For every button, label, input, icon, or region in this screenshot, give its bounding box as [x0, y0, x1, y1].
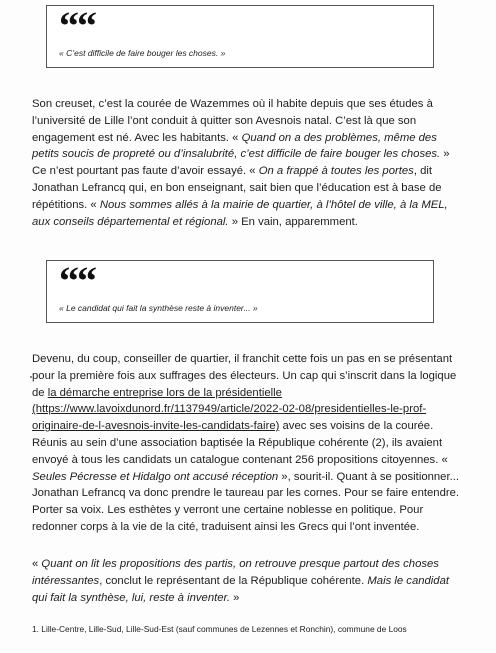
body-text: «	[32, 558, 42, 570]
body-text: », sourit-il. Quant à se positionner... Jonathan Lefrancq va donc prendre le taureau par les cornes. Pour se faire entendre. Porter sa voix. Les esthètes y verront une certaine noblesse en politique. Pour redonner corps à la vie de la cité, traduisent ainsi les Grecs qui l’ont inventée.	[32, 470, 460, 533]
body-text: Son creuset, c’est la courée de Wazemmes où il habite depuis que ses études à l’université de Lille l’ont conduit à quitter son Avesnois natal. C’est là que son engagement est né. Avec les habitants. «	[32, 98, 433, 144]
quote-text: Mais le candidat qui fait la synthèse, lui, reste à inventer.	[32, 574, 450, 604]
quote-text: Quant on lit les propositions des partis, on retrouve presque partout des choses intéressantes	[32, 558, 439, 587]
quote-text: On a frappé à toutes les portes	[258, 165, 414, 178]
footnote: 1. Lille-Centre, Lille-Sud, Lille-Sud-Est (sauf communes de Lezennes et Ronchin), commune de Loos	[32, 624, 407, 634]
body-paragraph	[32, 96, 464, 230]
body-text: » Ce n’est pourtant pas faute d’avoir essayé. «	[32, 148, 450, 178]
pull-quote-box	[46, 260, 434, 323]
pull-quote-text: « C’est difficile de faire bouger les choses. »	[59, 48, 226, 58]
quote-mark-icon: ““	[59, 3, 95, 48]
pull-quote-text: « Le candidat qui fait la synthèse reste à inventer... »	[59, 303, 258, 313]
quote-text: Nous sommes allés à la mairie de quartier, à l’hôtel de ville, à la MEL, aux conseils départemental et régional.	[32, 198, 448, 228]
article-link[interactable]: la démarche entreprise lors de la présidentielle (https://www.lavoixdunord.fr/1137949/article/2022-02-08/presidentielles-le-prof-originaire-de-l-avesnois-invite-les-candidats-faire)	[32, 386, 427, 433]
body-paragraph	[32, 556, 464, 606]
body-text: , conclut le représentant de la République cohérente.	[99, 574, 368, 587]
pull-quote-box	[46, 5, 434, 68]
body-paragraph	[32, 351, 464, 536]
body-text: , dit Jonathan Lefrancq qui, en bon enseignant, sait bien que l’éducation est à base de répétitions. «	[32, 165, 442, 211]
body-text: » En vain, apparemment.	[228, 215, 358, 228]
quote-text: Seules Pécresse et Hidalgo ont accusé réception	[32, 470, 279, 483]
body-text: »	[230, 591, 240, 604]
quote-mark-icon: ““	[59, 258, 95, 303]
quote-text: Quand on a des problèmes, même des petits soucis de propreté ou d’insalubrité, c’est difficile de faire bouger les choses.	[32, 131, 441, 161]
body-text: Devenu, du coup, conseiller de quartier, il franchit cette fois un pas en se présentant pour la première fois aux suffrages des électeurs. Un cap qui s’inscrit dans la logique de	[32, 353, 457, 399]
body-text: avec ses voisins de la courée. Réunis au sein d’une association baptisée la République cohérente (2), ils avaient envoyé à tous les candidats un catalogue contenant 256 propositions citoyennes. «	[32, 420, 448, 466]
